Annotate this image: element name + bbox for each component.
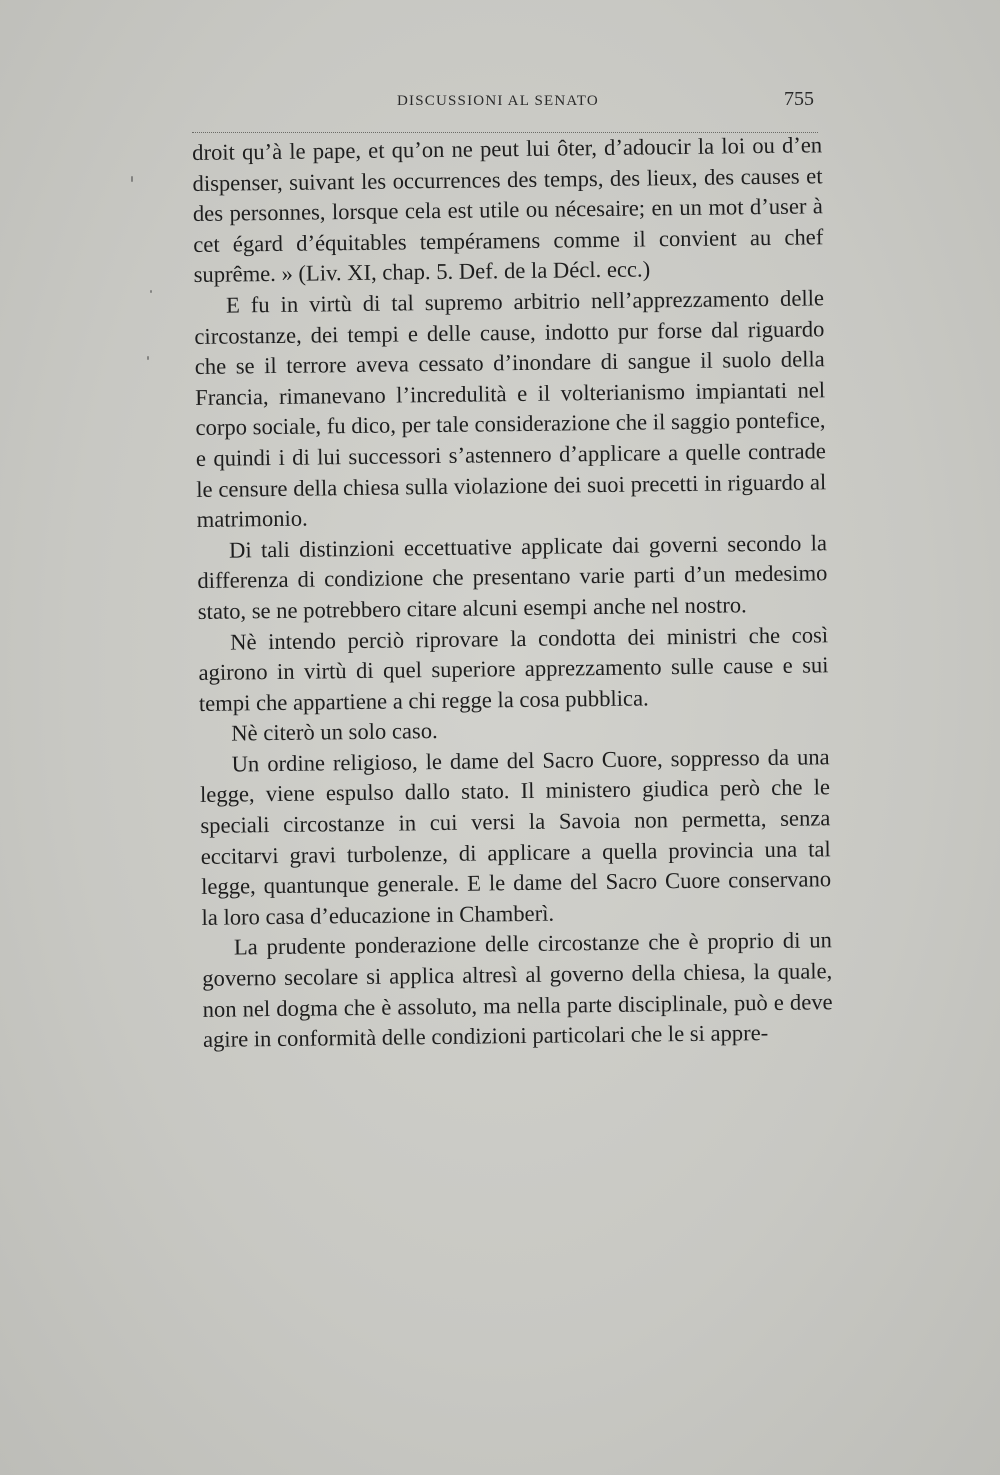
body-text: [192, 130, 833, 1055]
paragraph-french-quotation: droit qu’à le pape, et qu’on ne peut lui ôter, d’adoucir la loi ou d’en dispenser, suivant les occurrences des temps, des lieux, des causes et des personnes, lorsque cela est utile ou nécesaire; en un mot d’user à cet égard d’équitables tempéramens comme il convient au chef suprême. » (Liv. XI, chap. 5. Def. de la Décl. ecc.): [192, 132, 824, 288]
paragraph-un-solo-caso: Nè citerò un solo caso.: [231, 718, 438, 746]
paragraph-condotta-ministri: Nè intendo perciò riprovare la condotta dei ministri che così agirono in virtù di quel superiore apprezzamento sulle cause e sui tempi che appartiene a chi regge la cosa pubblica.: [198, 621, 829, 716]
paragraph-prudente-ponderazione: La prudente ponderazione delle circostanze che è proprio di un governo secolare si applica altresì al governo della chiesa, la quale, non nel dogma che è assoluto, ma nella parte disciplinale, può e deve agire in conformità delle condizioni particolari che le si appre-: [202, 927, 833, 1053]
ink-speck: [147, 356, 149, 360]
running-head: [192, 88, 818, 133]
running-title: DISCUSSIONI AL SENATO: [397, 93, 599, 109]
ink-speck: [131, 176, 133, 182]
page-number: 755: [784, 88, 814, 110]
ink-speck: [150, 290, 152, 293]
paragraph-supremo-arbitrio: E fu in virtù di tal supremo arbitrio nell’apprezzamento delle circostanze, dei tempi e delle cause, indotto pur forse dal riguardo che se il terrore aveva cessato d’inondare di sangue il suolo della Francia, rimanevano l’incredulità e il volterianismo impiantati nel corpo sociale, fu dico, per tale considerazione che il saggio pontefice, e quindi i di lui successori s’astennero d’applicare a quelle contrade le censure della chiesa sulla violazione dei suoi precetti in riguardo al matrimonio.: [194, 285, 827, 533]
paragraph-sacro-cuore: Un ordine religioso, le dame del Sacro Cuore, soppresso da una legge, viene espulso dallo stato. Il ministero giudica però che le speciali circostanze in cui versi la Savoia non permetta, senza eccitarvi gravi turbolenze, di applicare a quella provincia una tal legge, quantunque generale. E le dame del Sacro Cuore conservano la loro casa d’educazione in Chamberì.: [199, 744, 832, 930]
paragraph-distinzioni: Di tali distinzioni eccettuative applicate dai governi secondo la differenza di condizione che presentano varie parti d’un medesimo stato, se ne potrebbero citare alcuni esempi anche nel nostro.: [197, 529, 828, 624]
